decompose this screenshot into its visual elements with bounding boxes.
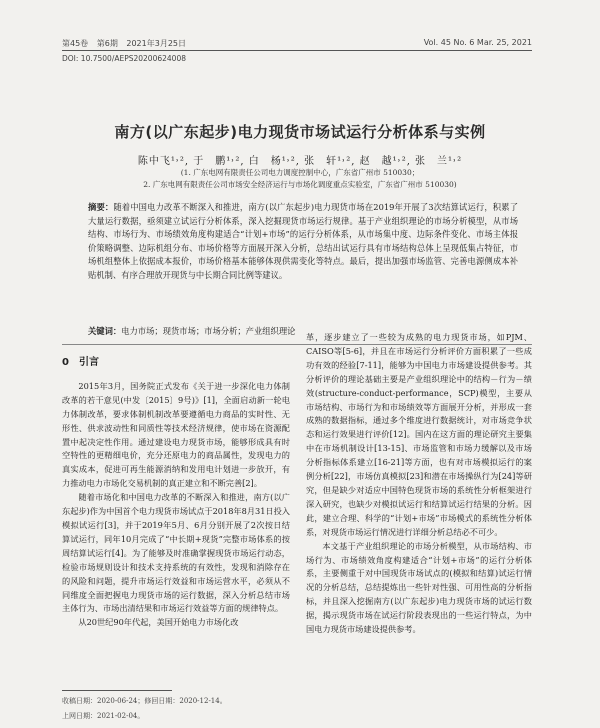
affiliation-1: (1. 广东电网有限责任公司电力调度控制中心，广东省广州市 510030； <box>180 168 420 177</box>
footnote-online: 上网日期：2021-02-04。 <box>62 712 145 720</box>
doi[interactable]: DOI: 10.7500/AEPS20200624008 <box>62 54 186 63</box>
paragraph: 随着市场化和中国电力改革的不断深入和推进，南方(以广东起步)作为中国首个电力现货市场试点于2018年8月31日投入模拟试运行[3]，并于2019年5月、6月分别开展了2次按日结算试运行，同年10月完成了“中长期+现货”完整市场体系的按周结算试运行[4]。为了能够及时准确掌握现货市场运行动态，检验市场规则设计和技术支持系统的有效性，发现和消除存在的风险和问题，提升市场运行效益和市场运营水平，必须从不同维度全面把握电力现货市场的运行数据，深入分析总结市场主体行为、市场出清结果和市场运行效益等方面的规律特点。 <box>62 492 290 614</box>
paragraph: 从20世纪90年代起，美国开始电力市场化改 <box>78 617 239 628</box>
paragraph: 革，逐步建立了一些较为成熟的电力现货市场，如PJM、CAISO等[5-6]，并且在市场运行分析评价方面积累了一些成功有效的经验[7-11]，能够为中国电力市场建设提供参考。其分析评价的理论基础主要是产业组织理论中的结构－行为－绩效(structure-conduct-performance，SCP)模型，主要从市场结构、市场行为和市场绩效等方面展开分析，并形成一套成熟的数据指标，通过多个维度进行数据统计，对市场竞争状态和运行效果进行评价[12]。国内在这方面的理论研究主要集中在市场机制设计[13-15]、市场监管和市场力缓解以及市场分析指标体系建立[16-21]等方面，也有对市场模拟运行的案例分析[22]，市场仿真模拟[23]和潜在市场操纵行为[24]等研究，但是缺少对适应中国特色现货市场的系统性分析框架进行深入研究，也缺少对模拟试运行和结算试运行结果的分析。因此，建立合理、科学的“计划+市场”市场模式的系统性分析体系，对现货市场运行情况进行详细分析总结必不可少。 <box>306 332 532 537</box>
abstract <box>88 201 518 283</box>
footnote-divider <box>62 690 172 691</box>
keywords-label: 关键词： <box>88 326 122 336</box>
paragraph: 2015年3月，国务院正式发布《关于进一步深化电力体制改革的若干意见(中发〔2015〕9号)》[1]，全面启动新一轮电力体制改革，要求体制机制改革要遵循电力商品的实时性、无形性、供求波动性和同质性等技术经济规律，使市场在资源配置中起决定性作用。通过建设电力现货市场，能够形成具有时空特性的更精细电价，充分还原电力的商品属性，发现电力的真实成本，促进可再生能源消纳和发用电计划进一步放开，有力推动电力市场化交易机制的真正建立和不断完善[2]。 <box>62 380 290 489</box>
section-heading-introduction: 0 引言 <box>62 357 99 368</box>
paragraph: 本文基于产业组织理论的市场分析模型，从市场结构、市场行为、市场绩效角度构建适合“计划+市场”的运行分析体系，主要侧重于对中国现货市场试点的(模拟和结算)试运行情况的分析总结，总结提炼出一些针对性强、可用性高的分析指标，并且深入挖掘南方(以广东起步)电力现货市场的试运行数据，揭示现货市场在试运行阶段表现出的一些运行特点，为中国电力现货市场建设提供参考。 <box>306 540 532 635</box>
footnote-received: 收稿日期：2020-06-24；修回日期：2020-12-14。 <box>62 697 227 705</box>
keywords-text: 电力市场；现货市场；市场分析；产业组织理论 <box>121 326 296 336</box>
header-divider <box>62 50 532 51</box>
page-header <box>0 0 600 63</box>
issue-info <box>62 38 192 49</box>
right-column <box>306 331 532 637</box>
affiliation-2: 2. 广东电网有限责任公司市场安全经济运行与市场化调度重点实验室，广东省广州市 510030) <box>143 180 457 189</box>
issue-info-english: Vol. 45 No. 6 Mar. 25, 2021 <box>423 38 532 47</box>
author-list: 陈中飞¹˒², 于 鹏¹˒², 白 杨¹˒², 张 轩¹˒², 赵 越¹˒², 张 兰¹˒² <box>137 156 463 167</box>
paper-title: 南方(以广东起步)电力现货市场试运行分析体系与实例 <box>114 123 486 141</box>
abstract-text: 随着中国电力改革不断深入和推进，南方(以广东起步)电力现货市场在2019年开展了3次结算试运行，积累了大量运行数据，亟须建立试运行分析体系，深入挖掘现货市场运行规律。基于产业组织理论的市场分析模型，从市场结构、市场行为、市场绩效角度构建适合“计划+市场”的运行分析体系，从市场集中度、边际条件变化、市场主体报价策略调整、边际机组分布、市场价格等方面展开深入分析，总结出试运行具有市场结构总体上呈现低集占特征，市场机组整体上依据成本报价，市场价格基本能够体现供需变化等特点。最后，提出加强市场监管、完善电源侧成本补贴机制、有序合理放开现货与中长期合同比例等建议。 <box>88 202 518 280</box>
left-column <box>62 356 290 630</box>
volume: 第45卷 <box>62 39 89 48</box>
abstract-label: 摘要： <box>88 202 114 212</box>
issue-number: 第6期 <box>96 39 118 48</box>
issue-date: 2021年3月25日 <box>126 39 187 48</box>
